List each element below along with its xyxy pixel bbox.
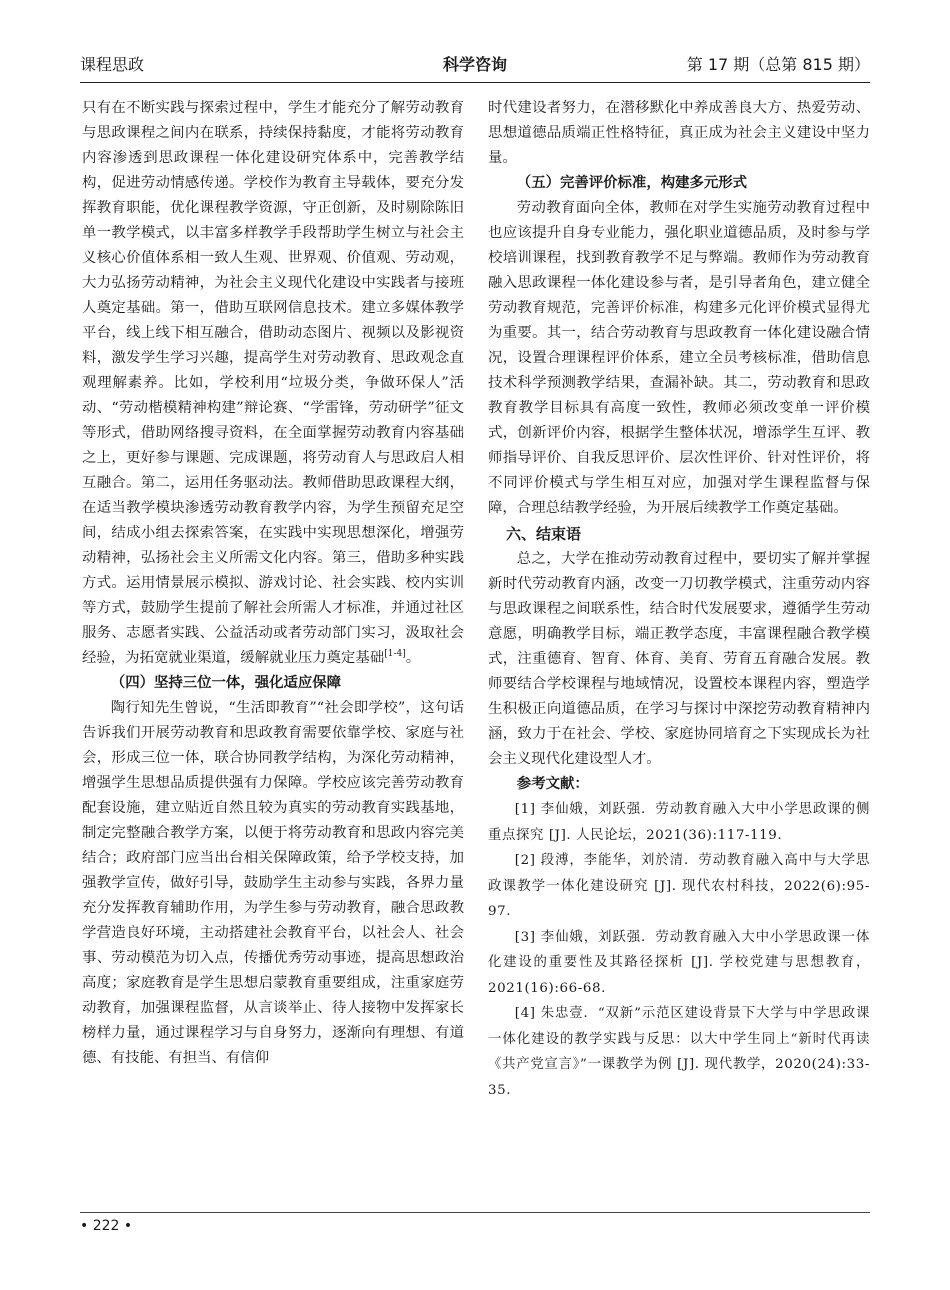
right-column xyxy=(488,96,870,1103)
reference-item: [2] 段溥，李能华，刘於清．劳动教育融入高中与大学思政课教学一体化建设研究 [J]. 现代农村科技，2022(6):95-97. xyxy=(488,853,870,919)
body-paragraph: 时代建设者努力，在潜移默化中养成善良大方、热爱劳动、思想道德品质端正性格特征，真正成为社会主义建设中坚力量。 xyxy=(488,100,870,166)
reference-item: [4] 朱忠壹．“双新”示范区建设背景下大学与中学思政课一体化建设的教学实践与反思：以大中学生同上“新时代再读《共产党宣言》”一课教学为例 [J]. 现代教学，2020(24):33-35. xyxy=(488,1006,870,1098)
section-heading-5: （五）完善评价标准，构建多元形式 xyxy=(516,175,748,191)
references-title: 参考文献： xyxy=(516,776,589,792)
issue-number: 第 17 期（总第 815 期） xyxy=(686,55,870,74)
page-number: • 222 • xyxy=(80,1218,133,1234)
reference-item: [1] 李仙娥，刘跃强．劳动教育融入大中小学思政课的侧重点探究 [J]. 人民论坛，2021(36):117-119. xyxy=(488,802,870,843)
journal-title: 科学咨询 xyxy=(442,55,507,74)
left-column xyxy=(82,96,464,1071)
section-heading-4: （四）坚持三位一体，强化适应保障 xyxy=(110,675,342,691)
body-paragraph: 劳动教育面向全体，教师在对学生实施劳动教育过程中也应该提升自身专业能力，强化职业道德品质，及时参与学校培训课程，找到教育教学不足与弊端。教师作为劳动教育融入思政课程一体化建设参与者，是引导者角色，建立健全劳动教育规范，完善评价标准，构建多元化评价模式显得尤为重要。其一，结合劳动教育与思政教育一体化建设融合情况，设置合理课程评价体系，建立全员考核标准，借助信息技术科学预测教学结果，查漏补缺。其二，劳动教育和思政教育教学目标具有高度一致性，教师必须改变单一评价模式，创新评价内容，根据学生整体状况，增添学生互评、教师指导评价、自我反思评价、层次性评价、针对性评价，将不同评价模式与学生相互对应，加强对学生课程监督与保障，合理总结教学经验，为开展后续教学工作奠定基础。 xyxy=(488,200,870,516)
body-paragraph: 陶行知先生曾说，“生活即教育”“社会即学校”，这句话告诉我们开展劳动教育和思政教育需要依靠学校、家庭与社会，形成三位一体，联合协同教学结构，为深化劳动精神，增强学生思想品质提供强有力保障。学校应该完善劳动教育配套设施，建立贴近自然且较为真实的劳动教育实践基地，制定完整融合教学方案，以便于将劳动教育和思政内容完美结合；政府部门应当出台相关保障政策，给予学校支持，加强教学宣传，做好引导，鼓励学生主动参与实践，各界力量充分发挥教育辅助作用，为学生参与劳动教育，融合思政教学营造良好环境，主动搭建社会教育平台，以社会人、社会事、劳动模范为切入点，传播优秀劳动事迹，提高思想政治高度；家庭教育是学生思想启蒙教育重要组成，注重家庭劳动教育，加强课程监督，从言谈举止、待人接物中发挥家长榜样力量，通过课程学习与自身努力，逐渐向有理想、有道德、有技能、有担当、有信仰 xyxy=(82,700,464,1066)
column-name: 课程思政 xyxy=(80,55,145,74)
reference-item: [3] 李仙娥，刘跃强．劳动教育融入大中小学思政课一体化建设的重要性及其路径探析 [J]. 学校党建与思想教育，2021(16):66-68. xyxy=(488,929,870,996)
section-heading-6: 六、结束语 xyxy=(506,525,582,543)
header-rule xyxy=(80,82,870,83)
citation-superscript: [1-4] xyxy=(384,649,406,660)
body-paragraph: 总之，大学在推动劳动教育过程中，要切实了解并掌握新时代劳动教育内涵，改变一刀切教学模式，注重劳动内容与思政课程之间联系性，结合时代发展要求，遵循学生劳动意愿，明确教学目标，端正教学态度，丰富课程融合教学模式，注重德育、智育、体育、美育、劳育五育融合发展。教师要结合学校课程与地域情况，设置校本课程内容，塑造学生积极正向道德品质，在学习与探讨中深挖劳动教育精神内涵，致力于在社会、学校、家庭协同培育之下实现成长为社会主义现代化建设型人才。 xyxy=(488,551,870,767)
body-paragraph: 只有在不断实践与探索过程中，学生才能充分了解劳动教育与思政课程之间内在联系，持续保持黏度，才能将劳动教育内容渗透到思政课程一体化建设研究体系中，完善教学结构，促进劳动情感传递。学校作为教育主导载体，要充分发挥教育职能，优化课程教学资源，守正创新，及时剔除陈旧单一教学模式，以丰富多样教学手段帮助学生树立与社会主义核心价值体系相一致人生观、世界观、价值观、劳动观，大力弘扬劳动精神，为社会主义现代化建设中实践者与接班人奠定基础。第一，借助互联网信息技术。建立多媒体教学平台，线上线下相互融合，借助动态图片、视频以及影视资料，激发学生学习兴趣，提高学生对劳动教育、思政观念直观理解素养。比如，学校利用“垃圾分类，争做环保人”活动、“劳动楷模精神构建”辩论赛、“学雷锋，劳动研学”征文等形式，借助网络搜寻资料，在全面掌握劳动教育内容基础之上，更好参与课题、完成课题，将劳动育人与思政启人相互融合。第二，运用任务驱动法。教师借助思政课程大纲，在适当教学模块渗透劳动教育教学内容，为学生预留充足空间，结成小组去探索答案，在实践中实现思想深化，增强劳动精神，弘扬社会主义所需文化内容。第三，借助多种实践方式。运用情景展示模拟、游戏讨论、社会实践、校内实训等方式，鼓励学生提前了解社会所需人才标准，并通过社区服务、志愿者实践、公益活动或者劳动部门实习，汲取社会经验，为拓宽就业渠道，缓解就业压力奠定基础[1-4]。 xyxy=(82,100,464,666)
footer-rule xyxy=(80,1212,870,1213)
running-header xyxy=(80,52,870,80)
